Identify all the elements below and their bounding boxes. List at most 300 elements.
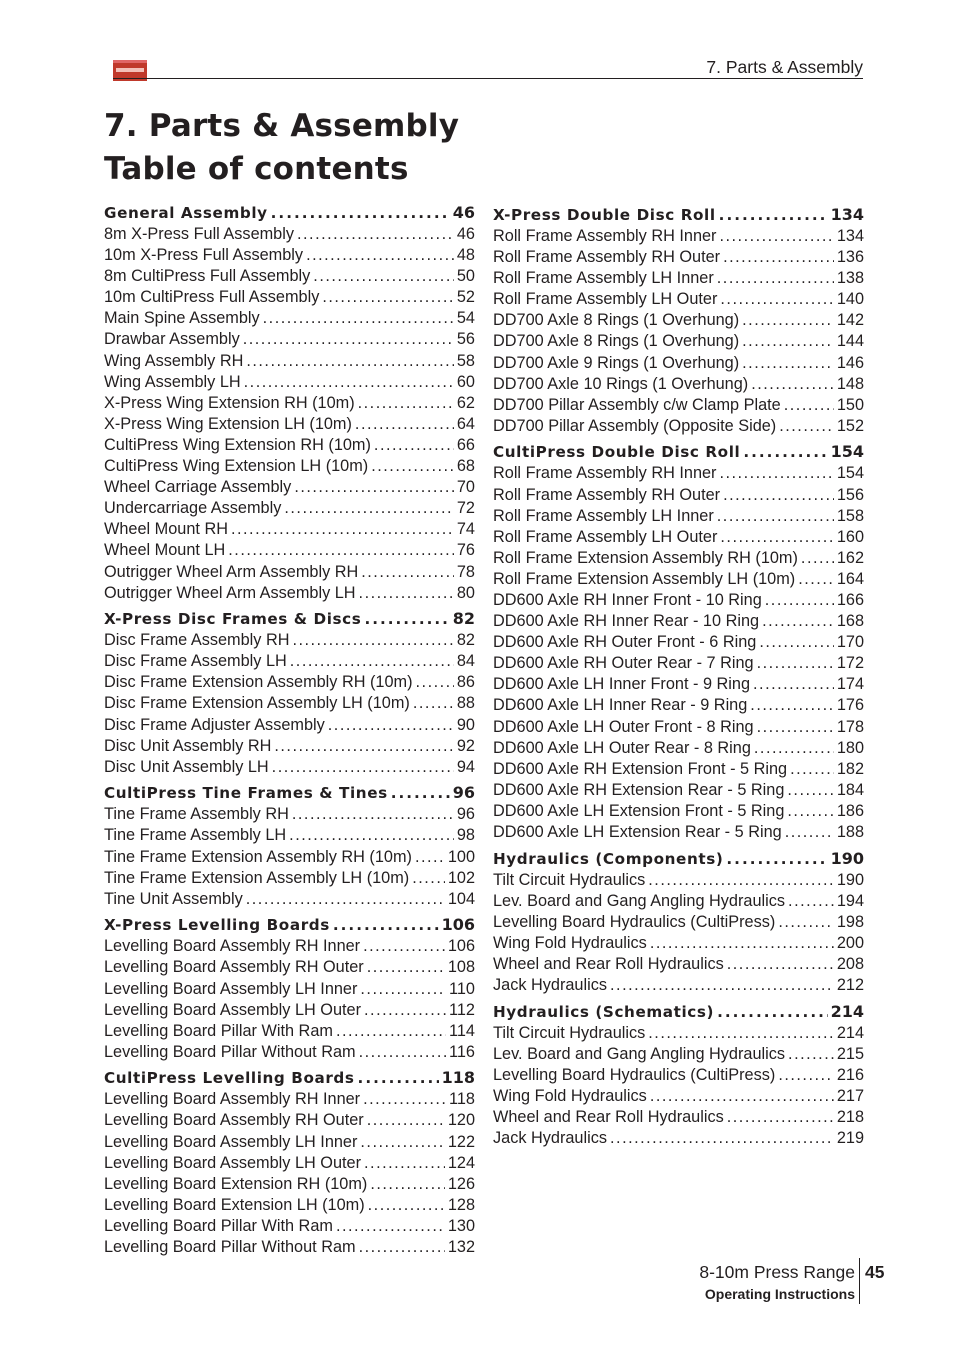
- toc-entry[interactable]: [104, 519, 475, 540]
- dot-leader: [364, 608, 449, 630]
- toc-label: Tilt Circuit Hydraulics: [493, 870, 646, 889]
- toc-page-number: 172: [836, 654, 864, 673]
- toc-entry[interactable]: [493, 226, 864, 247]
- toc-entry[interactable]: [493, 822, 864, 843]
- toc-label: Tine Frame Assembly LH: [104, 826, 287, 845]
- toc-label: Roll Frame Assembly LH Inner: [493, 506, 714, 525]
- toc-label: 10m CultiPress Full Assembly: [104, 288, 320, 307]
- toc-entry[interactable]: [104, 393, 475, 414]
- toc-section-heading[interactable]: [104, 1067, 475, 1089]
- toc-entry[interactable]: [104, 757, 475, 778]
- toc-entry[interactable]: [493, 1128, 864, 1149]
- toc-label: Wing Assembly LH: [104, 372, 241, 391]
- toc-page-number: 46: [452, 203, 475, 222]
- toc-entry[interactable]: [104, 224, 475, 245]
- toc-entry[interactable]: [493, 463, 864, 484]
- toc-entry[interactable]: [104, 868, 475, 889]
- toc-label: DD700 Pillar Assembly (Opposite Side): [493, 416, 777, 435]
- toc-page-number: 154: [836, 464, 864, 483]
- toc-label: Jack Hydraulics: [493, 976, 608, 995]
- toc-entry[interactable]: [493, 548, 864, 569]
- dot-leader: [290, 651, 454, 672]
- toc-label: Roll Frame Assembly LH Inner: [493, 269, 714, 288]
- toc-entry[interactable]: [493, 954, 864, 975]
- dot-leader: [297, 224, 454, 245]
- toc-page-number: 180: [836, 738, 864, 757]
- dot-leader: [610, 1128, 834, 1149]
- toc-entry[interactable]: [493, 289, 864, 310]
- toc-entry[interactable]: [104, 456, 475, 477]
- toc-page-number: 106: [441, 915, 475, 935]
- toc-page-number: 92: [456, 736, 475, 755]
- toc-label: Disc Unit Assembly LH: [104, 757, 269, 776]
- toc-page-number: 212: [836, 976, 864, 995]
- toc-entry[interactable]: [493, 912, 864, 933]
- toc-section: [493, 441, 864, 843]
- toc-section: [493, 204, 864, 437]
- toc-label: X-Press Wing Extension LH (10m): [104, 414, 352, 433]
- toc-page-number: 82: [456, 631, 475, 650]
- toc-entry[interactable]: [493, 717, 864, 738]
- dot-leader: [263, 308, 454, 329]
- toc-entry[interactable]: [104, 1216, 475, 1237]
- toc-entry[interactable]: [104, 1042, 475, 1063]
- toc-label: Levelling Board Hydraulics (CultiPress): [493, 1065, 776, 1084]
- toc-entry[interactable]: [493, 674, 864, 695]
- page-number: 45: [865, 1262, 885, 1282]
- toc-label: Roll Frame Assembly RH Outer: [493, 248, 721, 267]
- toc-entry[interactable]: [104, 736, 475, 757]
- toc-label: CultiPress Tine Frames & Tines: [104, 784, 388, 803]
- toc-entry[interactable]: [104, 287, 475, 308]
- toc-entry[interactable]: [104, 308, 475, 329]
- toc-section-heading[interactable]: [493, 441, 864, 463]
- toc-label: Disc Frame Assembly LH: [104, 652, 287, 671]
- dot-leader: [757, 653, 834, 674]
- dot-leader: [367, 1110, 445, 1131]
- toc-page-number: 208: [836, 955, 864, 973]
- toc-label: Disc Frame Adjuster Assembly: [104, 715, 325, 734]
- toc-entry[interactable]: [493, 374, 864, 395]
- toc-page-number: 70: [456, 478, 475, 497]
- dot-leader: [719, 463, 833, 484]
- toc-page-number: 114: [449, 1021, 475, 1040]
- toc-label: Outrigger Wheel Arm Assembly LH: [104, 583, 356, 602]
- toc-page-number: 60: [456, 372, 475, 391]
- toc-label: DD600 Axle LH Extension Rear - 5 Ring: [493, 823, 782, 842]
- toc-label: Lev. Board and Gang Angling Hydraulics: [493, 891, 786, 910]
- dot-leader: [754, 738, 834, 759]
- toc-label: Roll Frame Assembly RH Inner: [493, 464, 717, 483]
- toc-page-number: 66: [456, 435, 475, 454]
- toc-page-number: 48: [456, 246, 475, 265]
- toc-label: Levelling Board Assembly LH Outer: [104, 1000, 362, 1019]
- toc-section: [104, 914, 475, 1063]
- toc-label: Tilt Circuit Hydraulics: [493, 1023, 646, 1042]
- dot-leader: [360, 1132, 444, 1153]
- toc-label: Main Spine Assembly: [104, 309, 260, 328]
- toc-page-number: 72: [456, 499, 475, 518]
- toc-entry[interactable]: [493, 653, 864, 674]
- toc-page-number: 116: [449, 1042, 475, 1061]
- dot-leader: [361, 562, 454, 583]
- toc-label: DD600 Axle LH Extension Front - 5 Ring: [493, 801, 785, 820]
- toc-entry[interactable]: [493, 801, 864, 822]
- toc-page-number: 50: [456, 267, 475, 286]
- toc-label: CultiPress Wing Extension RH (10m): [104, 435, 371, 454]
- toc-entry[interactable]: [493, 975, 864, 996]
- toc-entry[interactable]: [493, 870, 864, 891]
- dot-leader: [717, 268, 834, 289]
- toc-label: DD600 Axle LH Outer Front - 8 Ring: [493, 717, 754, 736]
- toc-label: DD600 Axle RH Outer Rear - 7 Ring: [493, 654, 754, 673]
- dot-leader: [231, 519, 454, 540]
- toc-label: Roll Frame Extension Assembly LH (10m): [493, 569, 796, 588]
- toc-page-number: 198: [836, 912, 864, 931]
- toc-entry[interactable]: [493, 506, 864, 527]
- toc-section-heading[interactable]: [493, 848, 864, 870]
- dot-leader: [416, 672, 454, 693]
- toc-page-number: 150: [836, 395, 864, 414]
- toc-page-number: 58: [456, 351, 475, 370]
- toc-page-number: 184: [836, 780, 864, 799]
- dot-leader: [284, 498, 454, 519]
- dot-leader: [358, 393, 454, 414]
- toc-column-right: [493, 204, 864, 1154]
- toc-label: DD600 Axle LH Inner Front - 9 Ring: [493, 675, 751, 694]
- dot-leader: [359, 583, 454, 604]
- toc-page-number: 62: [456, 393, 475, 412]
- dot-leader: [371, 456, 454, 477]
- toc-entry[interactable]: [104, 1089, 475, 1110]
- dot-leader: [717, 506, 834, 527]
- page-subtitle: Table of contents: [104, 151, 409, 187]
- dot-leader: [723, 247, 834, 268]
- toc-entry[interactable]: [104, 693, 475, 714]
- dot-leader: [720, 527, 833, 548]
- toc-page-number: 100: [447, 847, 475, 866]
- toc-label: CultiPress Levelling Boards: [104, 1069, 355, 1088]
- toc-section-heading[interactable]: [493, 1001, 864, 1023]
- toc-entry[interactable]: [104, 936, 475, 957]
- toc-label: Levelling Board Assembly RH Inner: [104, 937, 361, 956]
- dot-leader: [336, 1216, 445, 1237]
- toc-page-number: 56: [456, 330, 475, 349]
- toc-label: Roll Frame Extension Assembly RH (10m): [493, 548, 798, 567]
- dot-leader: [228, 540, 454, 561]
- toc-label: Levelling Board Hydraulics (CultiPress): [493, 912, 776, 931]
- dot-leader: [364, 1153, 445, 1174]
- toc-entry[interactable]: [104, 1132, 475, 1153]
- toc-page-number: 54: [456, 309, 475, 328]
- toc-page-number: 216: [836, 1065, 864, 1084]
- dot-leader: [788, 891, 834, 912]
- toc-page-number: 84: [456, 652, 475, 671]
- toc-page-number: 152: [836, 416, 864, 435]
- toc-label: Levelling Board Extension RH (10m): [104, 1174, 368, 1193]
- toc-page-number: 106: [447, 937, 475, 956]
- toc-section: [104, 1067, 475, 1258]
- toc-label: Wheel and Rear Roll Hydraulics: [493, 1108, 724, 1127]
- toc-entry[interactable]: [104, 979, 475, 1000]
- dot-leader: [363, 1089, 446, 1110]
- toc-page-number: 76: [456, 541, 475, 560]
- dot-leader: [743, 441, 827, 463]
- toc-label: Jack Hydraulics: [493, 1129, 608, 1148]
- toc-label: 10m X-Press Full Assembly: [104, 246, 304, 265]
- toc-entry[interactable]: [493, 247, 864, 268]
- toc-entry[interactable]: [104, 266, 475, 287]
- toc-page-number: 214: [836, 1023, 864, 1042]
- toc-label: DD600 Axle RH Extension Rear - 5 Ring: [493, 780, 785, 799]
- toc-page-number: 136: [836, 248, 864, 267]
- toc-label: DD600 Axle RH Inner Rear - 10 Ring: [493, 612, 760, 631]
- toc-section-heading[interactable]: [104, 782, 475, 804]
- toc-page-number: 178: [836, 717, 864, 736]
- dot-leader: [762, 611, 834, 632]
- toc-label: Disc Frame Extension Assembly RH (10m): [104, 673, 413, 692]
- toc-page-number: 148: [836, 374, 864, 393]
- toc-page-number: 190: [836, 870, 864, 889]
- dot-leader: [336, 1021, 446, 1042]
- toc-entry[interactable]: [104, 804, 475, 825]
- toc-page-number: 104: [447, 889, 475, 908]
- toc-page-number: 156: [836, 485, 864, 504]
- toc-entry[interactable]: [493, 1107, 864, 1128]
- toc-page-number: 108: [447, 958, 475, 977]
- dot-leader: [727, 1107, 834, 1128]
- toc-page-number: 124: [447, 1153, 475, 1172]
- dot-leader: [368, 1195, 445, 1216]
- dot-leader: [742, 353, 834, 374]
- toc-page-number: 170: [836, 633, 864, 652]
- toc-entry[interactable]: [104, 1000, 475, 1021]
- toc-label: Wing Assembly RH: [104, 351, 244, 370]
- toc-entry[interactable]: [104, 1195, 475, 1216]
- dot-leader: [778, 912, 834, 933]
- toc-page-number: 88: [456, 694, 475, 713]
- toc-page-number: 110: [449, 979, 475, 998]
- toc-label: DD600 Axle RH Extension Front - 5 Ring: [493, 759, 788, 778]
- toc-entry[interactable]: [104, 847, 475, 868]
- dot-leader: [759, 632, 834, 653]
- toc-entry[interactable]: [104, 540, 475, 561]
- dot-leader: [648, 870, 834, 891]
- toc-label: CultiPress Double Disc Roll: [493, 443, 741, 462]
- toc-section-heading[interactable]: [104, 914, 475, 936]
- toc-page-number: 64: [456, 414, 475, 433]
- running-header: 7. Parts & Assembly: [706, 57, 863, 77]
- toc-entry[interactable]: [493, 695, 864, 716]
- toc-entry[interactable]: [104, 715, 475, 736]
- toc-page-number: 188: [836, 823, 864, 842]
- toc-entry[interactable]: [493, 1044, 864, 1065]
- toc-entry[interactable]: [104, 1110, 475, 1131]
- toc-entry[interactable]: [493, 395, 864, 416]
- toc-label: Disc Frame Assembly RH: [104, 631, 290, 650]
- toc-entry[interactable]: [104, 562, 475, 583]
- toc-label: Undercarriage Assembly: [104, 499, 282, 518]
- dot-leader: [313, 266, 454, 287]
- toc-label: DD700 Pillar Assembly c/w Clamp Plate: [493, 395, 781, 414]
- toc-entry[interactable]: [493, 310, 864, 331]
- toc-entry[interactable]: [493, 933, 864, 954]
- toc-label: Wheel Carriage Assembly: [104, 478, 292, 497]
- toc-page-number: 132: [447, 1238, 475, 1257]
- toc-entry[interactable]: [493, 738, 864, 759]
- dot-leader: [790, 759, 834, 780]
- toc-entry[interactable]: [493, 1065, 864, 1086]
- toc-label: DD600 Axle RH Outer Front - 6 Ring: [493, 633, 757, 652]
- toc-entry[interactable]: [104, 825, 475, 846]
- toc-entry[interactable]: [493, 527, 864, 548]
- toc-entry[interactable]: [493, 485, 864, 506]
- toc-entry[interactable]: [493, 632, 864, 653]
- toc-page-number: 134: [830, 205, 864, 224]
- dot-leader: [798, 569, 834, 590]
- dot-leader: [359, 1042, 446, 1063]
- toc-page-number: 142: [836, 311, 864, 330]
- toc-label: Wheel and Rear Roll Hydraulics: [493, 955, 724, 973]
- toc-page-number: 174: [836, 675, 864, 694]
- toc-entry[interactable]: [493, 1086, 864, 1107]
- dot-leader: [306, 245, 454, 266]
- dot-leader: [328, 715, 454, 736]
- toc-section-heading[interactable]: [104, 202, 475, 224]
- toc-page-number: 144: [836, 332, 864, 351]
- toc-page-number: 98: [456, 826, 475, 845]
- dot-leader: [765, 590, 834, 611]
- toc-entry[interactable]: [104, 672, 475, 693]
- dot-leader: [367, 957, 445, 978]
- toc-page-number: 46: [456, 225, 475, 243]
- toc-page-number: 194: [836, 891, 864, 910]
- dot-leader: [360, 979, 446, 1000]
- toc-label: DD700 Axle 10 Rings (1 Overhung): [493, 374, 749, 393]
- toc-label: Lev. Board and Gang Angling Hydraulics: [493, 1044, 786, 1063]
- toc-page-number: 140: [836, 290, 864, 309]
- toc-page-number: 94: [456, 757, 475, 776]
- toc-entry[interactable]: [104, 1153, 475, 1174]
- toc-entry[interactable]: [104, 372, 475, 393]
- toc-section: [104, 782, 475, 909]
- dot-leader: [648, 1023, 834, 1044]
- toc-label: X-Press Levelling Boards: [104, 916, 330, 935]
- toc-page-number: 146: [836, 353, 864, 372]
- toc-label: Disc Unit Assembly RH: [104, 736, 272, 755]
- dot-leader: [801, 548, 834, 569]
- dot-leader: [719, 204, 828, 226]
- toc-label: Levelling Board Assembly LH Inner: [104, 1132, 358, 1151]
- dot-leader: [784, 395, 834, 416]
- toc-entry[interactable]: [493, 891, 864, 912]
- toc-entry[interactable]: [104, 351, 475, 372]
- dot-leader: [650, 1086, 834, 1107]
- toc-entry[interactable]: [104, 889, 475, 910]
- dot-leader: [294, 477, 454, 498]
- toc-entry[interactable]: [493, 268, 864, 289]
- toc-label: Levelling Board Pillar With Ram: [104, 1216, 333, 1235]
- dot-leader: [727, 954, 834, 975]
- toc-entry[interactable]: [493, 611, 864, 632]
- toc-page-number: 120: [447, 1111, 475, 1130]
- toc-entry[interactable]: [104, 1021, 475, 1042]
- toc-page-number: 164: [836, 569, 864, 588]
- toc-section: [493, 848, 864, 997]
- toc-section-heading[interactable]: [493, 204, 864, 226]
- toc-entry[interactable]: [104, 498, 475, 519]
- toc-page-number: 82: [452, 609, 475, 629]
- toc-page-number: 74: [456, 520, 475, 539]
- header-rule: [113, 78, 863, 79]
- toc-entry[interactable]: [493, 759, 864, 780]
- toc-label: Tine Frame Extension Assembly LH (10m): [104, 868, 410, 887]
- toc-entry[interactable]: [493, 569, 864, 590]
- dot-leader: [289, 825, 454, 846]
- toc-entry[interactable]: [104, 435, 475, 456]
- dot-leader: [412, 868, 445, 889]
- toc-label: Disc Frame Extension Assembly LH (10m): [104, 694, 410, 713]
- dot-leader: [391, 782, 450, 804]
- toc-entry[interactable]: [104, 245, 475, 266]
- toc-label: Levelling Board Assembly LH Inner: [104, 979, 358, 998]
- dot-leader: [292, 630, 453, 651]
- toc-entry[interactable]: [493, 331, 864, 352]
- toc-page-number: 217: [836, 1086, 864, 1105]
- toc-entry[interactable]: [104, 1174, 475, 1195]
- toc-page-number: 219: [836, 1129, 864, 1148]
- toc-label: Wheel Mount LH: [104, 541, 226, 560]
- toc-entry[interactable]: [104, 329, 475, 350]
- toc-entry[interactable]: [104, 651, 475, 672]
- toc-entry[interactable]: [493, 416, 864, 437]
- dot-leader: [415, 847, 445, 868]
- dot-leader: [246, 351, 454, 372]
- toc-page-number: 118: [441, 1068, 475, 1088]
- toc-section-heading[interactable]: [104, 608, 475, 630]
- dot-leader: [359, 1237, 445, 1258]
- toc-entry[interactable]: [104, 957, 475, 978]
- toc-label: DD700 Axle 8 Rings (1 Overhung): [493, 332, 740, 351]
- dot-leader: [785, 822, 834, 843]
- dot-leader: [370, 1174, 444, 1195]
- toc-section: [493, 1001, 864, 1150]
- dot-leader: [778, 1065, 834, 1086]
- toc-entry[interactable]: [104, 583, 475, 604]
- dot-leader: [779, 416, 834, 437]
- dot-leader: [610, 975, 834, 996]
- toc-page-number: 68: [456, 457, 475, 476]
- toc-label: Outrigger Wheel Arm Assembly RH: [104, 562, 359, 581]
- toc-entry[interactable]: [104, 1237, 475, 1258]
- toc-page-number: 112: [449, 1000, 475, 1019]
- toc-label: Levelling Board Pillar Without Ram: [104, 1042, 356, 1061]
- dot-leader: [363, 936, 445, 957]
- toc-entry[interactable]: [104, 630, 475, 651]
- toc-entry[interactable]: [493, 1023, 864, 1044]
- toc-label: DD700 Axle 9 Rings (1 Overhung): [493, 353, 740, 372]
- toc-label: DD600 Axle LH Inner Rear - 9 Ring: [493, 696, 748, 715]
- toc-entry[interactable]: [493, 353, 864, 374]
- toc-label: DD700 Axle 8 Rings (1 Overhung): [493, 311, 740, 330]
- toc-entry[interactable]: [104, 414, 475, 435]
- toc-entry[interactable]: [104, 477, 475, 498]
- toc-page-number: 52: [456, 288, 475, 307]
- dot-leader: [374, 435, 454, 456]
- toc-entry[interactable]: [493, 780, 864, 801]
- dot-leader: [757, 717, 834, 738]
- toc-entry[interactable]: [493, 590, 864, 611]
